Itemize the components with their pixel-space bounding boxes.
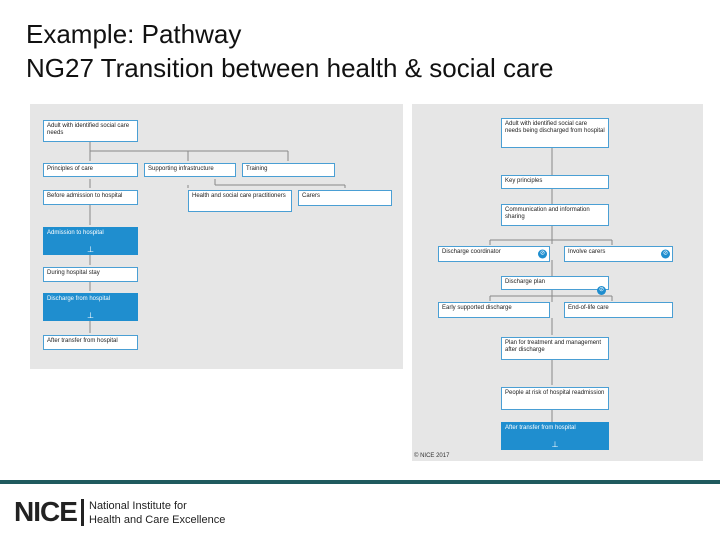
right-pathway-panel [412,104,703,461]
right-box-involve-carers[interactable] [564,246,673,262]
right-box-adult-needs[interactable]: Adult with identified social care needs being discharged from hospital [501,118,609,148]
slide-title-line2: NG27 Transition between health & social care [26,53,554,83]
link-icon: ⊘ [662,250,669,257]
slide-title-line1: Example: Pathway [26,19,242,49]
right-box-people-at-risk[interactable]: People at risk of hospital readmission [501,387,609,410]
left-box-health-social[interactable]: Health and social care practitioners [188,190,292,212]
pathway-icon: ⊥ [551,440,559,449]
right-box-after-transfer-label: After transfer from hospital [505,425,576,431]
left-box-training[interactable]: Training [242,163,335,177]
right-box-end-of-life[interactable]: End-of-life care [564,302,673,318]
logo-divider [81,499,84,526]
right-box-after-transfer[interactable] [501,422,609,450]
right-box-discharge-plan[interactable] [501,276,609,293]
link-icon: ⊘ [598,287,605,293]
right-box-discharge-coordinator[interactable] [438,246,550,262]
pathway-icon: ⊥ [87,311,94,320]
org-name-line2: Health and Care Excellence [89,514,226,526]
left-box-carers[interactable]: Carers [298,190,392,206]
left-box-discharge-label: Discharge from hospital [47,296,111,302]
left-box-discharge[interactable] [43,293,138,321]
link-icon: ⊘ [539,250,546,257]
left-box-during-stay[interactable]: During hospital stay [43,267,138,282]
left-box-admission-label: Admission to hospital [47,230,104,236]
footer-rule [0,480,720,484]
right-box-early-supported[interactable]: Early supported discharge [438,302,550,318]
left-box-supporting[interactable]: Supporting infrastructure [144,163,236,177]
pathway-icon: ⊥ [87,245,94,254]
right-box-plan-treatment[interactable]: Plan for treatment and management after discharge [501,337,609,360]
right-box-key-principles[interactable]: Key principles [501,175,609,189]
left-box-adult-needs[interactable]: Adult with identified social care needs [43,120,138,142]
right-box-discharge-plan-label: Discharge plan [505,279,546,285]
right-box-involve-carers-label: Involve carers [568,249,606,255]
left-box-admission[interactable] [43,227,138,255]
right-box-communication[interactable]: Communication and information sharing [501,204,609,226]
nice-logo: NICE [14,496,77,527]
left-box-after-transfer[interactable]: After transfer from hospital [43,335,138,350]
left-box-before-admission[interactable]: Before admission to hospital [43,190,138,205]
left-pathway-panel [30,104,403,369]
right-box-discharge-coordinator-label: Discharge coordinator [442,249,501,255]
left-box-principles[interactable]: Principles of care [43,163,138,177]
org-name-line1: National Institute for [89,500,187,512]
copyright-text: © NICE 2017 [414,453,450,459]
